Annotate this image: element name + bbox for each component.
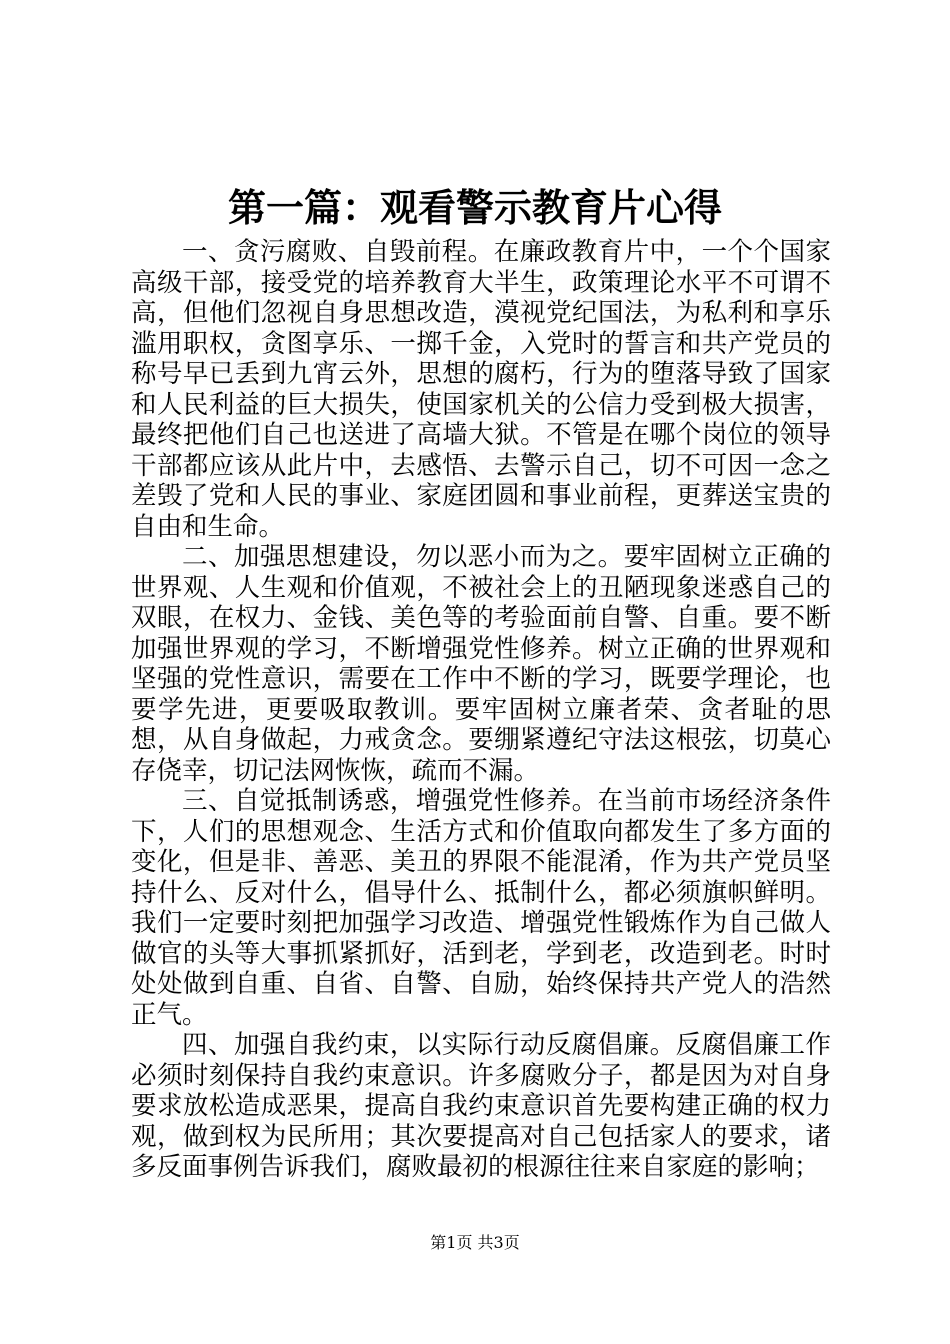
document-body <box>131 237 831 1183</box>
document-title: 第一篇：观看警示教育片心得 <box>227 186 722 230</box>
paragraph-1: 一、贪污腐败、自毁前程。在廉政教育片中，一个个国家高级干部，接受党的培养教育大半生，政策理论水平不可谓不高，但他们忽视自身思想改造，漠视党纪国法，为私利和享乐滥用职权，贪图享乐、一掷千金，入党时的誓言和共产党员的称号早已丢到九宵云外，思想的腐朽，行为的堕落导致了国家和人民利益的巨大损失，使国家机关的公信力受到极大损害，最终把他们自己也送进了高墙大狱。不管是在哪个岗位的领导干部都应该从此片中，去感悟、去警示自己，切不可因一念之差毁了党和人民的事业、家庭团圆和事业前程，更葬送宝贵的自由和生命。 <box>131 237 831 542</box>
paragraph-2: 二、加强思想建设，勿以恶小而为之。要牢固树立正确的世界观、人生观和价值观，不被社会上的丑陋现象迷惑自己的双眼，在权力、金钱、美色等的考验面前自警、自重。要不断加强世界观的学习，不断增强党性修养。树立正确的世界观和坚强的党性意识，需要在工作中不断的学习，既要学理论，也要学先进，更要吸取教训。要牢固树立廉者荣、贪者耻的思想，从自身做起，力戒贪念。要绷紧遵纪守法这根弦，切莫心存侥幸，切记法网恢恢，疏而不漏。 <box>131 542 831 786</box>
paragraph-4: 四、加强自我约束，以实际行动反腐倡廉。反腐倡廉工作必须时刻保持自我约束意识。许多腐败分子，都是因为对自身要求放松造成恶果，提高自我约束意识首先要构建正确的权力观，做到权为民所用；其次要提高对自己包括家人的要求，诸多反面事例告诉我们，腐败最初的根源往往来自家庭的影响； <box>131 1030 831 1182</box>
page-footer: 第1页 共3页 <box>430 1233 520 1252</box>
paragraph-3: 三、自觉抵制诱惑，增强党性修养。在当前市场经济条件下，人们的思想观念、生活方式和价值取向都发生了多方面的变化，但是非、善恶、美丑的界限不能混淆，作为共产党员坚持什么、反对什么，倡导什么、抵制什么，都必须旗帜鲜明。我们一定要时刻把加强学习改造、增强党性锻炼作为自己做人做官的头等大事抓紧抓好，活到老，学到老，改造到老。时时处处做到自重、自省、自警、自励，始终保持共产党人的浩然正气。 <box>131 786 831 1030</box>
